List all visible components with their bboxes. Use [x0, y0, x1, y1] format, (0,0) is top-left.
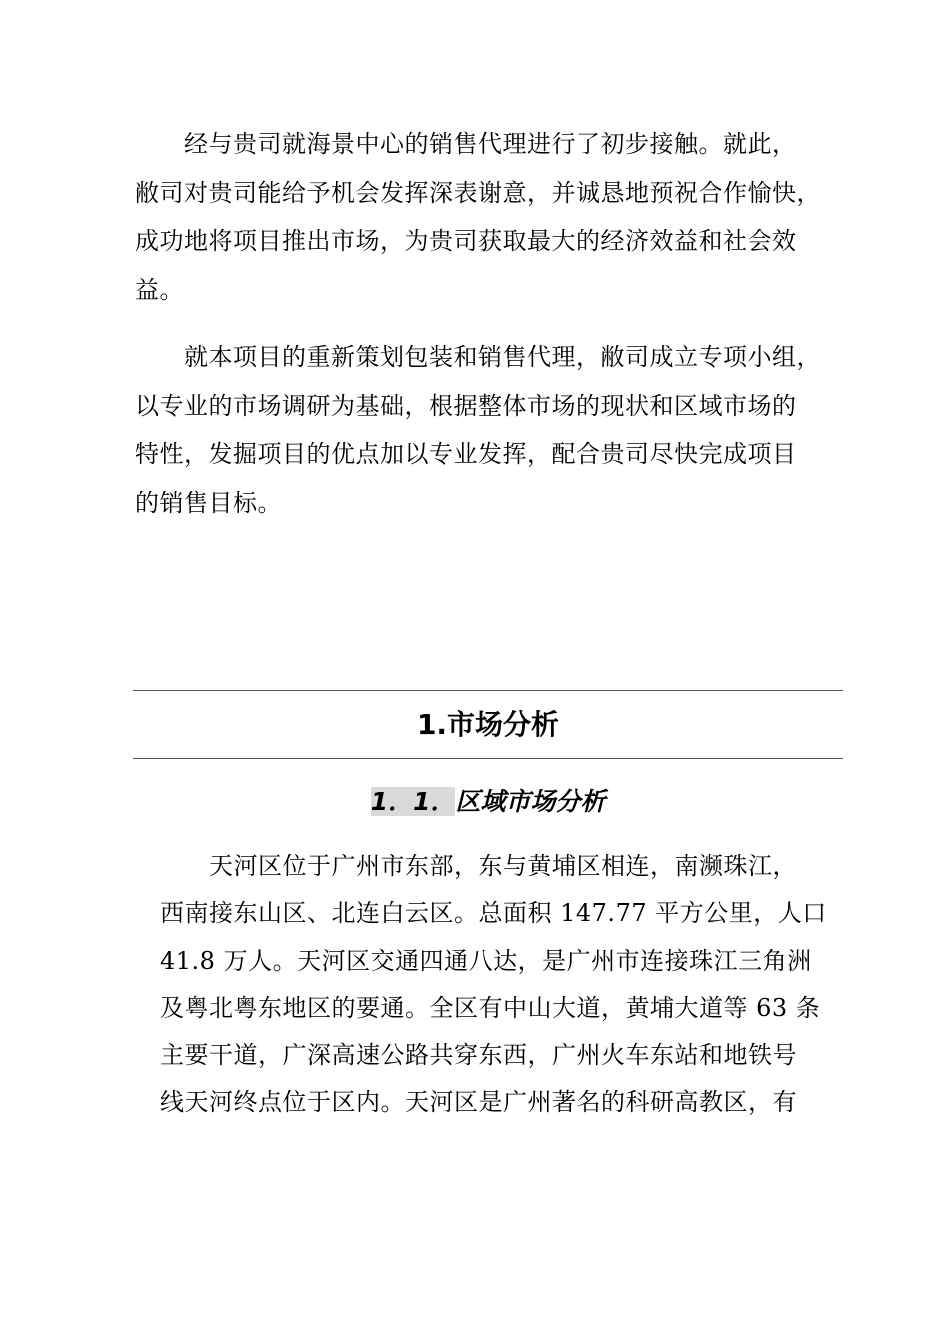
- text-line: 敝司对贵司能给予机会发挥深表谢意，并诚恳地预祝合作愉快，: [135, 178, 821, 207]
- text-line: 就本项目的重新策划包装和销售代理，敝司成立专项小组，: [135, 343, 821, 371]
- text-line: 特性，发掘项目的优点加以专业发挥，配合贵司尽快完成项目: [135, 440, 797, 468]
- intro-paragraph-1: [135, 120, 845, 314]
- heading-bottom-rule: [133, 758, 843, 759]
- text-line: 以专业的市场调研为基础，根据整体市场的现状和区域市场的: [135, 391, 797, 420]
- text-line: 天河区位于广州市东部，东与黄埔区相连，南濒珠江，: [160, 852, 797, 880]
- text-line: 成功地将项目推出市场，为贵司获取最大的经济效益和社会效: [135, 227, 797, 255]
- subsection-heading: [371, 782, 606, 822]
- text-line: 的销售目标。: [135, 488, 282, 517]
- body-paragraph: [160, 843, 850, 1127]
- section-heading: 1.市场分析: [416, 708, 560, 741]
- subsection-number: 1．1．: [370, 787, 456, 816]
- text-line: 41.8 万人。天河区交通四通八达，是广州市连接珠江三角洲: [160, 946, 812, 975]
- subsection-heading-wrap: [133, 782, 843, 822]
- heading-top-rule: [133, 690, 843, 691]
- text-line: 西南接东山区、北连白云区。总面积 147.77 平方公里，人口: [160, 899, 827, 928]
- text-line: 线天河终点位于区内。天河区是广州著名的科研高教区，有: [160, 1088, 797, 1117]
- text-line: 经与贵司就海景中心的销售代理进行了初步接触。就此，: [135, 130, 797, 158]
- intro-paragraph-2: [135, 333, 845, 527]
- text-line: 主要干道，广深高速公路共穿东西，广州火车东站和地铁号: [160, 1041, 797, 1070]
- text-line: 益。: [135, 275, 184, 304]
- subsection-title: 区域市场分析: [455, 787, 606, 816]
- text-line: 及粤北粤东地区的要通。全区有中山大道，黄埔大道等 63 条: [160, 993, 821, 1022]
